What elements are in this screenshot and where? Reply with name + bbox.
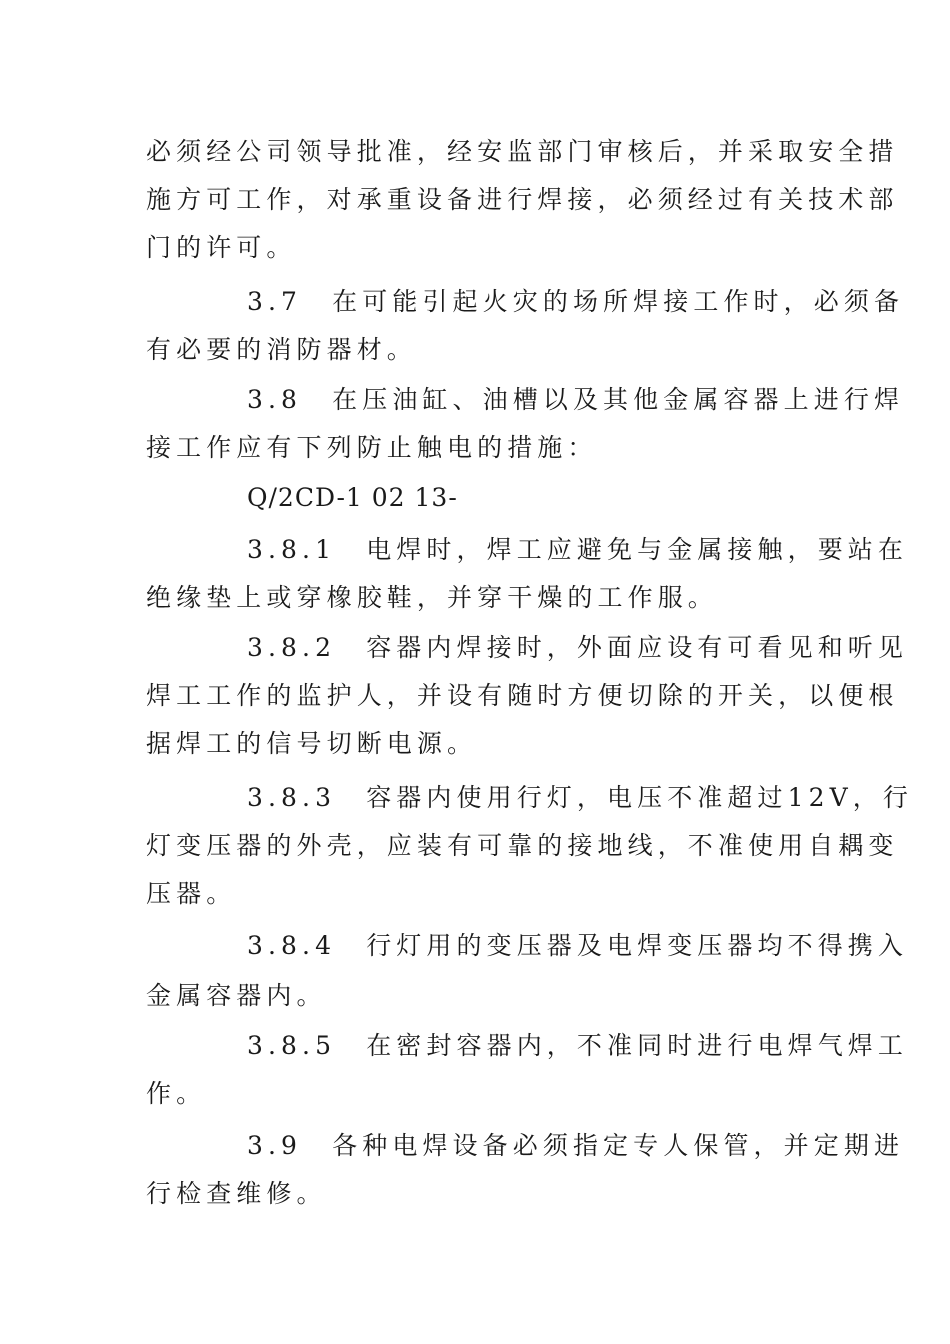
text-line: 压器。 (146, 879, 237, 908)
text-line: 据焊工的信号切断电源。 (146, 729, 478, 758)
text-line: 有必要的消防器材。 (146, 335, 417, 364)
text-line: 绝缘垫上或穿橡胶鞋，并穿干燥的工作服。 (146, 583, 718, 612)
section-heading-line: 3.8.3 容器内使用行灯，电压不准超过12V，行 (247, 783, 913, 812)
text-line: 施方可工作，对承重设备进行焊接，必须经过有关技术部 (146, 185, 899, 214)
text-line: 作。 (146, 1079, 207, 1108)
section-heading-line: 3.8.4 行灯用的变压器及电焊变压器均不得携入 (247, 931, 909, 960)
text-line: 门的许可。 (146, 233, 297, 262)
text-line: 焊工工作的监护人，并设有随时方便切除的开关，以便根 (146, 681, 899, 710)
section-heading-line: 3.8 在压油缸、油槽以及其他金属容器上进行焊 (247, 385, 905, 414)
text-line: 金属容器内。 (146, 981, 327, 1010)
text-line: 灯变压器的外壳，应装有可靠的接地线，不准使用自耦变 (146, 831, 899, 860)
document-code-line: Q/2CD-1 02 13- (247, 483, 458, 512)
section-heading-line: 3.8.1 电焊时，焊工应避免与金属接触，要站在 (247, 535, 909, 564)
section-heading-line: 3.8.5 在密封容器内，不准同时进行电焊气焊工 (247, 1031, 909, 1060)
text-line: 接工作应有下列防止触电的措施： (146, 433, 598, 462)
section-heading-line: 3.7 在可能引起火灾的场所焊接工作时，必须备 (247, 287, 905, 316)
text-line: 必须经公司领导批准，经安监部门审核后，并采取安全措 (146, 137, 899, 166)
section-heading-line: 3.8.2 容器内焊接时，外面应设有可看见和听见 (247, 633, 909, 662)
section-heading-line: 3.9 各种电焊设备必须指定专人保管，并定期进 (247, 1131, 905, 1160)
text-line: 行检查维修。 (146, 1179, 327, 1208)
